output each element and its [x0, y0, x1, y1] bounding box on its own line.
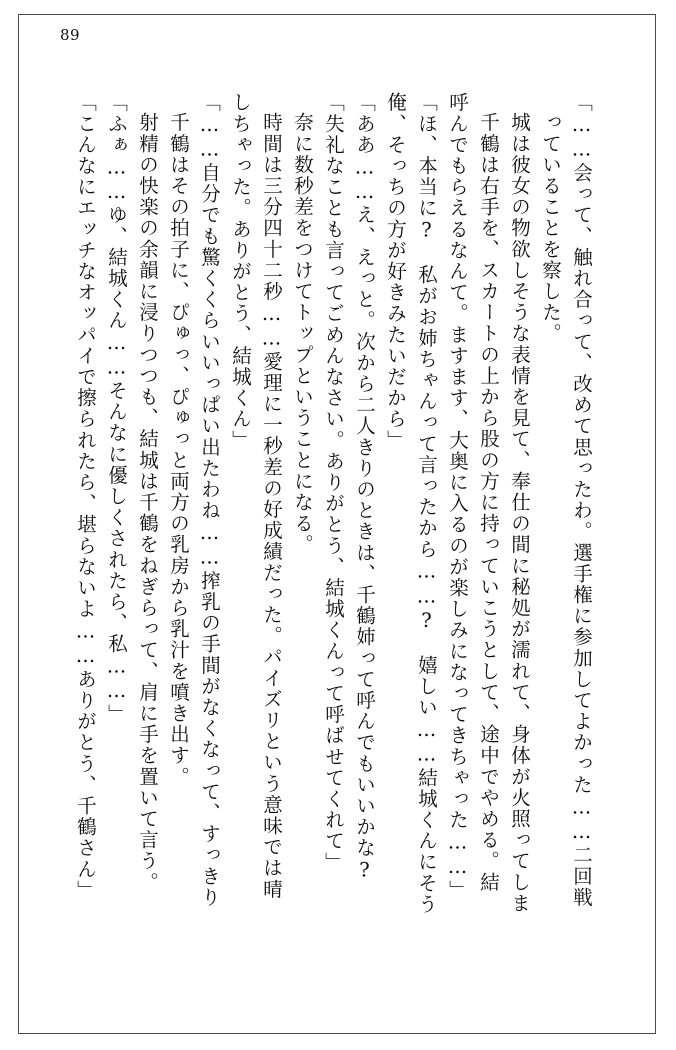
text-line: 「ああ……え、えっと。次から二人きりのときは、千鶴姉って呼んでもいいかな? — [353, 92, 376, 884]
text-line: しちゃった。ありがとう、結城くん」 — [229, 92, 252, 451]
text-line: っていることを察した。 — [539, 112, 562, 345]
text-line: 射精の快楽の余韻に浸りつつも、結城は千鶴をねぎらって、肩に手を置いて言う。 — [136, 112, 159, 893]
text-line: 呼んでもらえるなんて。ますます、大奥に入るのが楽しみになってきちゃった……」 — [446, 92, 469, 901]
text-line: 千鶴は右手を、スカートの上から股の方に持っていこうとして、途中でやめる。結 — [477, 112, 500, 893]
text-line: 「……会って、触れ合って、改めて思ったわ。選手権に参加してよかった……二回戦 — [570, 92, 593, 908]
text-line: 城は彼女の物欲しそうな表情を見て、奉仕の間に秘処が濡れて、身体が火照ってしま — [508, 112, 531, 914]
text-line: 「ほ、本当に? 私がお姉ちゃんって言ったから……? 嬉しい……結城くんにそう — [415, 92, 438, 915]
text-line: 時間は三分四十二秒……愛理に一秒差の好成績だった。パイズリという意味では晴 — [260, 112, 283, 900]
text-line: 「失礼なことも言ってごめんなさい。ありがとう、結城くんって呼ばせてくれて」 — [322, 92, 345, 873]
page-number: 89 — [60, 26, 81, 44]
text-line: 奈に数秒差をつけてトップということになる。 — [291, 112, 314, 556]
text-line: 千鶴はその拍子に、ぴゅっ、ぴゅっと両方の乳房から乳汁を噴き出す。 — [167, 112, 190, 788]
text-line: 俺、そっちの方が好きみたいだから」 — [384, 92, 407, 451]
text-line: 「ふぁ……ゆ、結城くん……そんなに優しくされたら、私……」 — [105, 92, 128, 725]
vertical-text-body — [64, 92, 634, 1012]
text-line: 「……自分でも驚くくらいいっぱい出たわね……搾乳の手間がなくなって、すっきり — [198, 92, 221, 908]
text-line: 「こんなにエッチなオッパイで擦られたら、堪らないよ……ありがとう、千鶴さん」 — [74, 92, 97, 901]
